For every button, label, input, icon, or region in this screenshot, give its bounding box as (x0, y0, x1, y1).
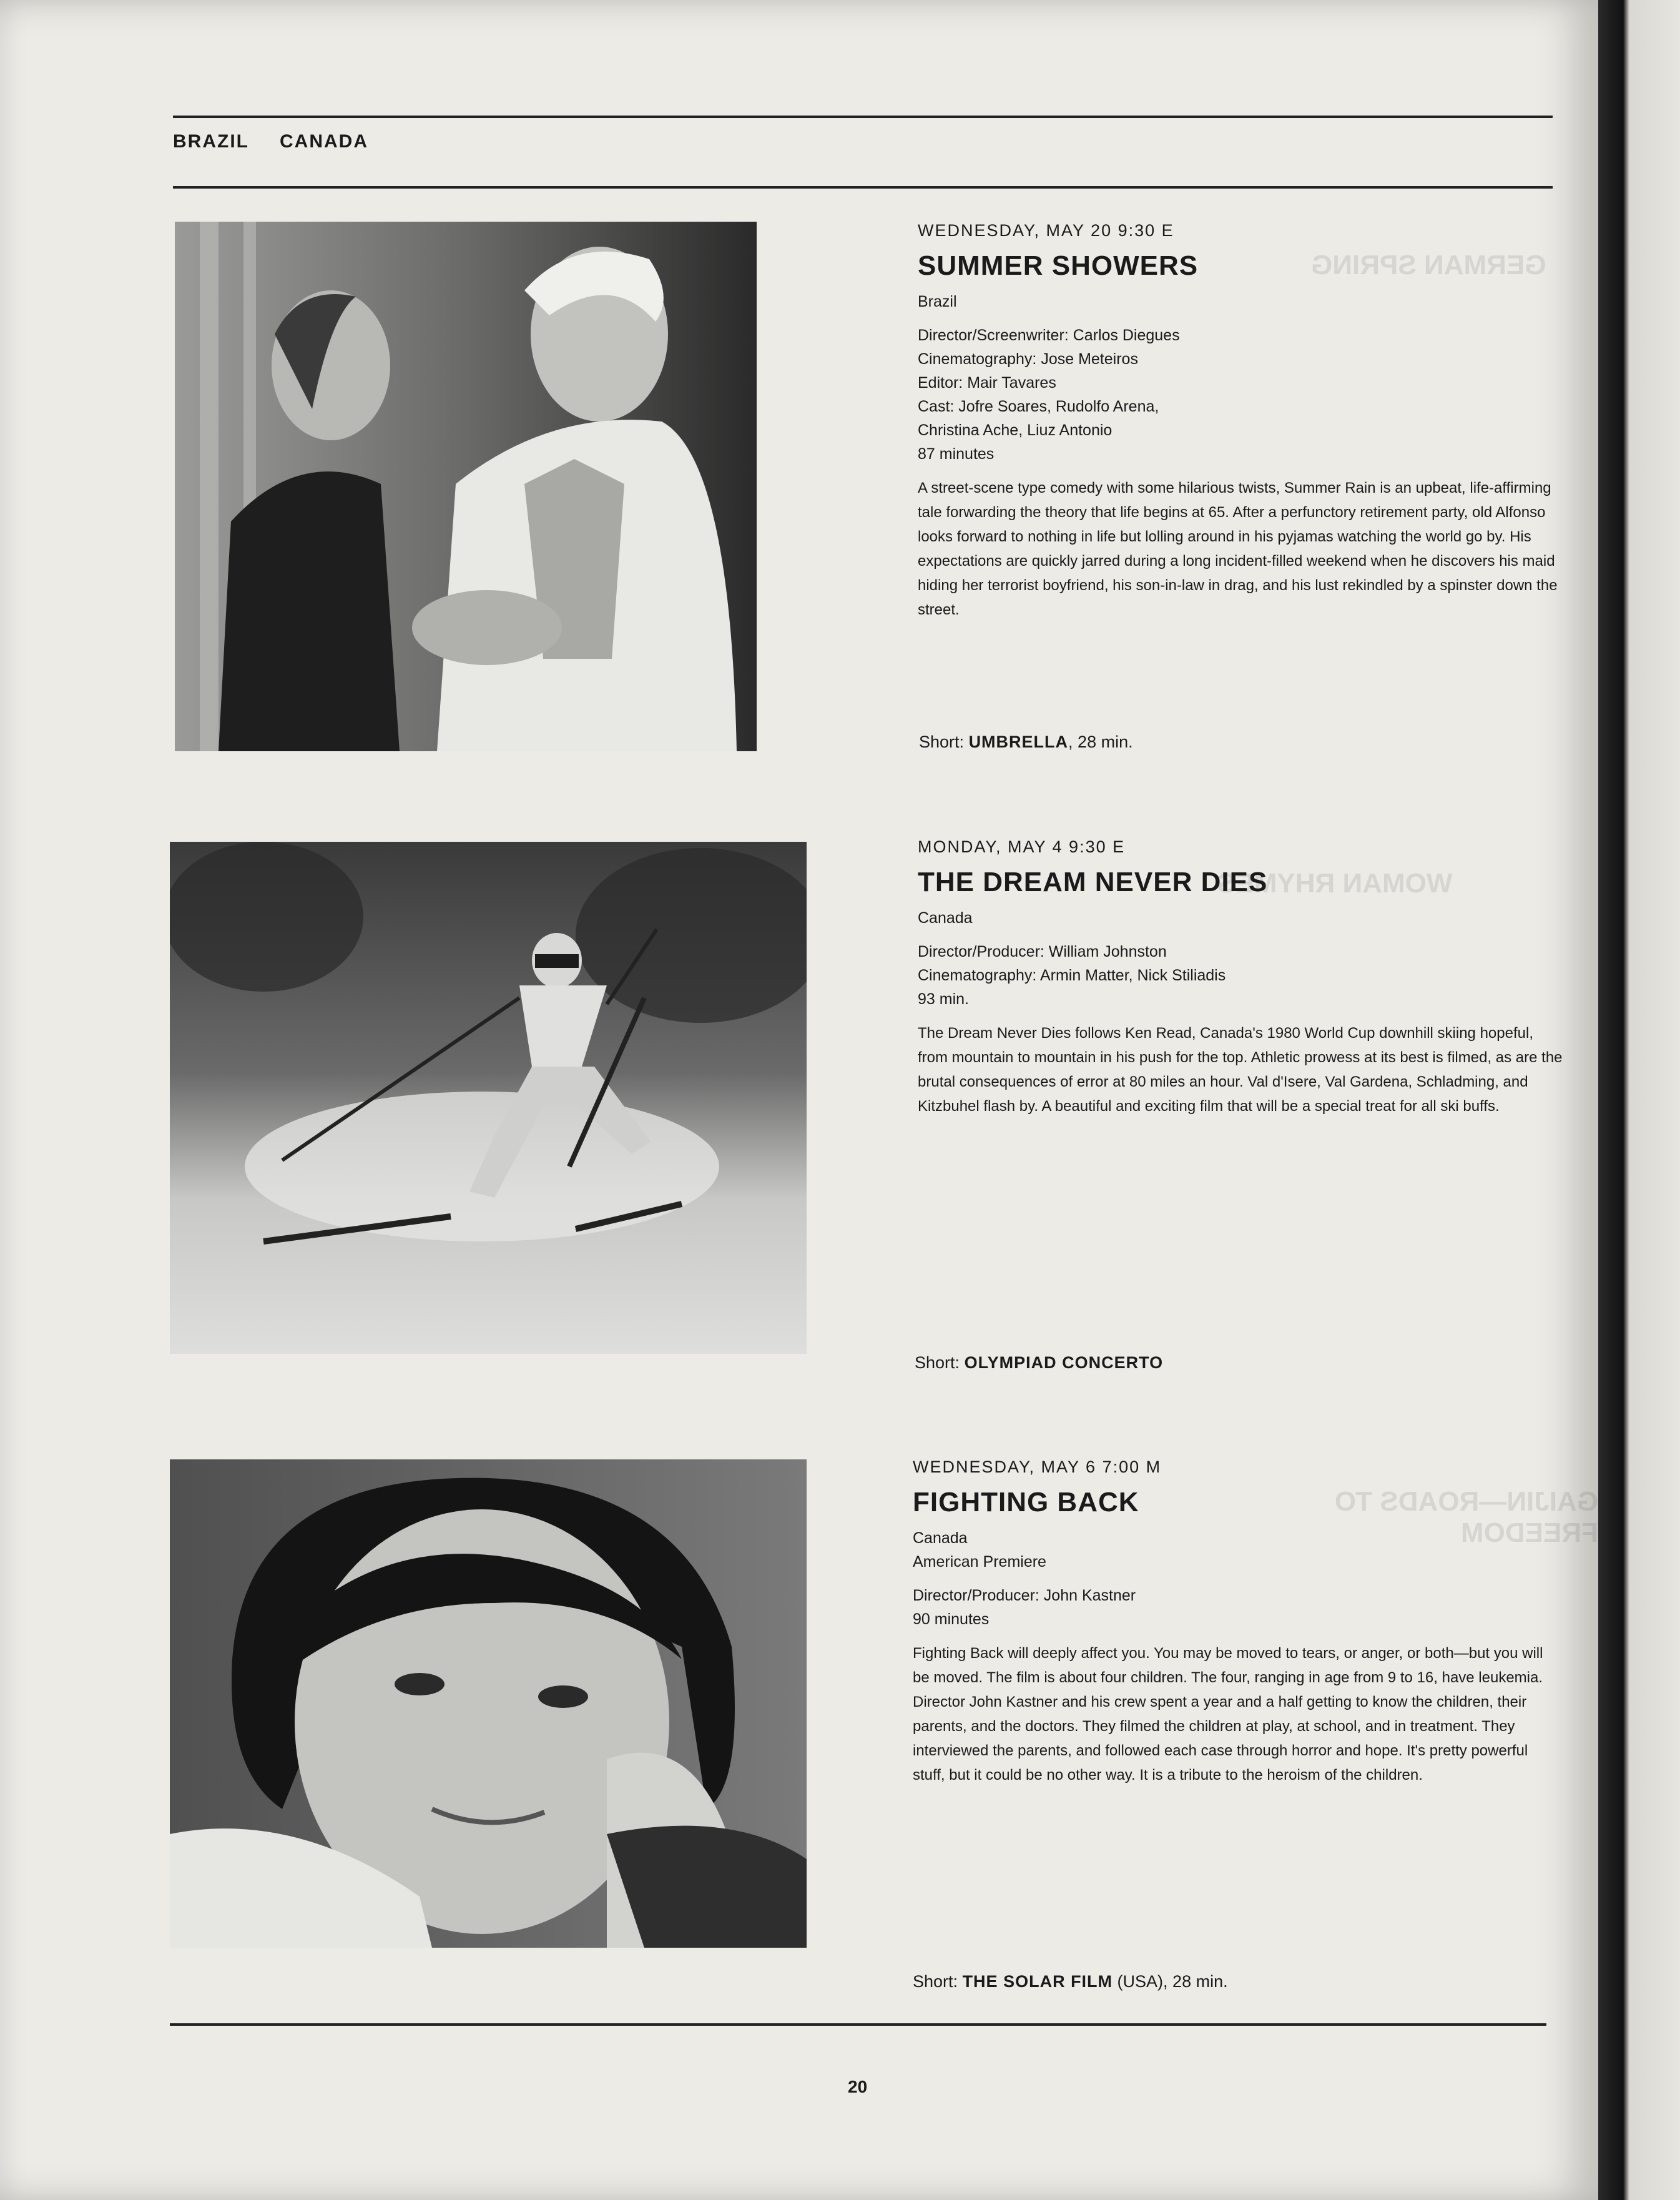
short-title: UMBRELLA (968, 733, 1069, 751)
adjacent-page-edge (1598, 0, 1680, 2200)
credit-line: Cinematography: Jose Meteiros (918, 350, 1138, 368)
credit-line: Christina Ache, Liuz Antonio (918, 422, 1113, 439)
credit-line: 93 min. (918, 990, 969, 1008)
film-info-fighting-back (913, 1455, 1562, 1787)
credit-line: American Premiere (913, 1553, 1046, 1571)
film-country: Canada (918, 909, 973, 927)
film-description: The Dream Never Dies follows Ken Read, Canada's 1980 World Cup downhill skiing hopeful, from mountain to mountain in his push for the top. Athletic prowess at its best is filmed, as are the brutal consequences of error at 80 miles an hour. Val d'Isere, Val Gardena, Schladming, and Kitzbuhel flash by. A beautiful and exciting film that will be a special treat for all ski buffs. (918, 1025, 1563, 1115)
film-description: Fighting Back will deeply affect you. You may be moved to tears, or anger, or both—but you will be moved. The film is about four children. The four, ranging in age from 9 to 16, have leukemia. Director John Kastner and his crew spent a year and a half getting to know the children, their parents, and the doctors. They filmed the children at play, at school, and in treatment. They interviewed the parents, and followed each case through horror and hope. It's pretty powerful stuff, but it could be no other way. It is a tribute to the heroism of the children. (913, 1645, 1543, 1783)
credit-line: Director/Producer: William Johnston (918, 943, 1167, 960)
film-title: FIGHTING BACK (913, 1487, 1139, 1517)
header-bottom-rule (173, 186, 1553, 189)
show-through-text: WOMAN RHYMES (1217, 868, 1453, 899)
short-label: Short: (919, 733, 965, 751)
footer-rule (170, 2023, 1546, 2026)
film-still-dream-never-dies (170, 842, 807, 1354)
credit-line: Cinematography: Armin Matter, Nick Stiliadis (918, 967, 1226, 984)
credit-line: Editor: Mair Tavares (918, 374, 1056, 392)
screening-date: WEDNESDAY, MAY 6 7:00 M (913, 1458, 1162, 1476)
film-info-dream-never-dies (918, 835, 1567, 1118)
film-title: THE DREAM NEVER DIES (918, 867, 1268, 897)
film-description: A street-scene type comedy with some hilarious twists, Summer Rain is an upbeat, life-affirming tale forwarding the theory that life begins at 65. After a perfunctory retirement party, old Alfonso looks forward to nothing in life but lolling around in his pyjamas watching the world go by. His expectations are quickly jarred during a long incident-filled weekend when he discovers his maid hiding her terrorist boyfriend, his son-in-law in drag, and his lust rekindled by a spinster down the street. (918, 480, 1558, 618)
film-country: Brazil (918, 293, 957, 310)
film-title: SUMMER SHOWERS (918, 250, 1199, 281)
short-title: OLYMPIAD CONCERTO (964, 1353, 1164, 1372)
credit-line: Director/Producer: John Kastner (913, 1587, 1136, 1604)
credit-line: 90 minutes (913, 1611, 990, 1628)
credit-line: Cast: Jofre Soares, Rudolfo Arena, (918, 398, 1159, 415)
section-label-brazil: BRAZIL (173, 131, 249, 152)
short-film-line (915, 1353, 1163, 1373)
short-suffix: , 28 min. (1068, 733, 1133, 751)
credit-line: 87 minutes (918, 445, 995, 463)
short-label: Short: (915, 1353, 960, 1372)
section-label-canada: CANADA (280, 131, 368, 152)
film-country: Canada (913, 1529, 968, 1547)
film-info-summer-showers (918, 219, 1567, 622)
screening-date: WEDNESDAY, MAY 20 9:30 E (918, 221, 1174, 240)
credit-line: Director/Screenwriter: Carlos Diegues (918, 327, 1180, 344)
film-still-fighting-back (170, 1459, 807, 1948)
header-top-rule (173, 116, 1553, 118)
show-through-text: GERMAN SPRING (1311, 250, 1546, 280)
short-label: Short: (913, 1972, 958, 1991)
short-suffix: (USA), 28 min. (1113, 1972, 1228, 1991)
short-film-line (919, 733, 1133, 752)
short-film-line (913, 1972, 1228, 1991)
film-still-summer-showers (175, 222, 757, 751)
show-through-text: GAIJIN—ROADS TO FREEDOM (1334, 1486, 1598, 1548)
page-number: 20 (848, 2077, 868, 2096)
short-title: THE SOLAR FILM (962, 1972, 1113, 1991)
screening-date: MONDAY, MAY 4 9:30 E (918, 837, 1126, 856)
